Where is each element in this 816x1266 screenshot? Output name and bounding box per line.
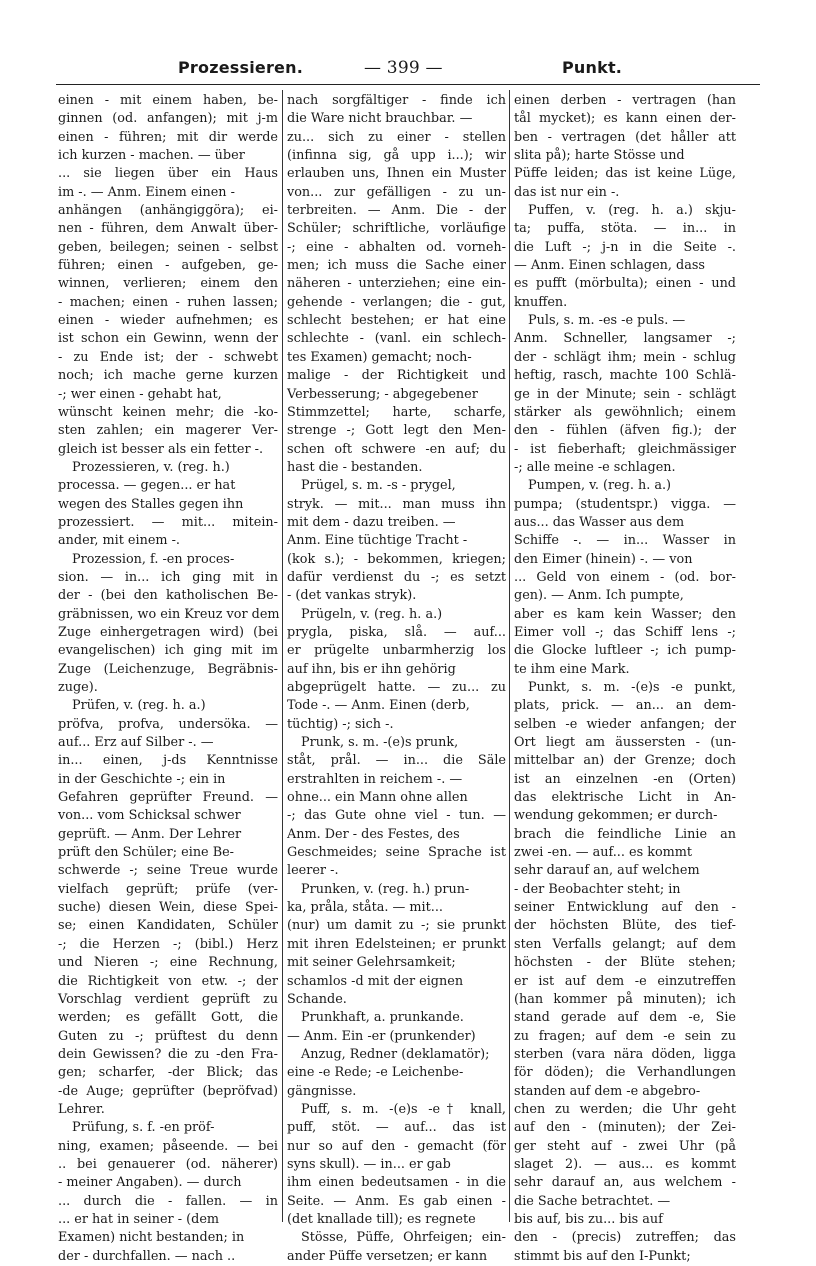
text-line: .. bei genauerer (od. näherer) bbox=[58, 1156, 278, 1172]
text-line: heftig, rasch, machte 100 Schlä- bbox=[514, 368, 736, 384]
text-line: zu fragen; auf dem -e sein zu bbox=[514, 1028, 736, 1044]
text-line: geben, beilegen; seinen - selbst bbox=[58, 239, 278, 255]
text-line: der höchsten Blüte, des tief- bbox=[514, 918, 736, 934]
text-line: schwerde -; seine Treue wurde bbox=[58, 863, 278, 879]
text-line: sten zahlen; ein magerer Ver- bbox=[58, 423, 278, 439]
text-line: Seite. — Anm. Es gab einen - bbox=[287, 1193, 506, 1209]
text-line: ge in der Minute; sein - schlägt bbox=[514, 386, 736, 402]
text-line: die Richtigkeit von etw. -; der bbox=[58, 973, 278, 989]
text-line: -; eine - abhalten od. vorneh- bbox=[287, 239, 506, 255]
text-line: evangelischen) ich ging mit im bbox=[58, 643, 278, 659]
text-line: ich kurzen - machen. — über bbox=[58, 148, 245, 164]
text-line: mit seiner Gelehrsamkeit; bbox=[287, 955, 456, 971]
text-line: prüft den Schüler; eine Be- bbox=[58, 845, 235, 861]
text-line: Prozession, f. -en proces- bbox=[72, 551, 235, 567]
text-line: vielfach geprüft; prüfe (ver- bbox=[58, 881, 278, 897]
text-line: es pufft (mörbulta); einen - und bbox=[514, 276, 736, 292]
text-line: - zu Ende ist; der - schwebt bbox=[58, 349, 278, 365]
text-line: der - (bei den katholischen Be- bbox=[58, 588, 278, 604]
text-line: pumpa; (studentspr.) vigga. — bbox=[514, 496, 736, 512]
text-line: -; die Herzen -; (bibl.) Herz bbox=[58, 936, 278, 952]
header-rule bbox=[56, 84, 760, 85]
text-line: standen auf dem -e abgebro- bbox=[514, 1083, 701, 1099]
text-line: tüchtig) -; sich -. bbox=[287, 716, 394, 732]
text-line: wünscht keinen mehr; die -ko- bbox=[58, 404, 278, 420]
text-line: -de Auge; geprüfter (bepröfvad) bbox=[58, 1083, 278, 1099]
text-line: - ist fieberhaft; gleichmässiger bbox=[514, 441, 736, 457]
text-line: Zuge einhergetragen wird) (bei bbox=[58, 624, 278, 640]
text-line: mit dem - dazu treiben. — bbox=[287, 514, 456, 530]
text-line: ihm einen bedeutsamen - in die bbox=[287, 1175, 506, 1191]
text-line: stimmt bis auf den I-Punkt; bbox=[514, 1248, 691, 1264]
header-right-word: Punkt. bbox=[562, 58, 623, 77]
text-line: schen oft schwere -en auf; du bbox=[287, 441, 506, 457]
text-line: werden; es gefällt Gott, die bbox=[58, 1010, 278, 1026]
column-3 bbox=[514, 92, 736, 1264]
text-line: Ort liegt am äussersten - (un- bbox=[514, 735, 736, 751]
text-line: Guten zu -; prüftest du denn bbox=[58, 1028, 278, 1044]
text-line: das elektrische Licht in An- bbox=[514, 790, 736, 806]
text-line: gen). — Anm. Ich pumpte, bbox=[514, 588, 684, 604]
text-line: -; das Gute ohne viel - tun. — bbox=[287, 808, 506, 824]
text-line: Examen) nicht bestanden; in bbox=[58, 1230, 245, 1246]
text-line: Püffe leiden; das ist keine Lüge, bbox=[514, 166, 736, 182]
text-line: — Anm. Ein -er (prunkender) bbox=[287, 1028, 476, 1044]
text-line: gleich ist besser als ein fetter -. bbox=[58, 441, 264, 457]
text-line: geprüft. — Anm. Der Lehrer bbox=[58, 826, 242, 842]
text-line: Prunkhaft, a. prunkande. bbox=[301, 1010, 464, 1026]
column-2 bbox=[287, 92, 506, 1264]
text-line: Puls, s. m. -es -e puls. — bbox=[528, 313, 686, 329]
text-line: ander Püffe versetzen; er kann bbox=[287, 1248, 488, 1264]
text-line: abgeprügelt hatte. — zu... zu bbox=[287, 680, 506, 695]
text-line: Prügel, s. m. -s - prygel, bbox=[301, 478, 456, 494]
text-line: erstrahlten in reichem -. — bbox=[287, 771, 463, 787]
text-line: (det knallade till); es regnete bbox=[287, 1211, 476, 1227]
text-line: die Ware nicht brauchbar. — bbox=[287, 111, 473, 127]
column-divider-2 bbox=[509, 90, 510, 1222]
text-line: ohne... ein Mann ohne allen bbox=[287, 790, 468, 806]
text-line: Lehrer. bbox=[58, 1101, 105, 1117]
text-line: puff, stöt. — auf... das ist bbox=[287, 1120, 506, 1136]
text-line: die Luft -; j-n in die Seite -. bbox=[514, 239, 736, 255]
text-line: -; alle meine -e schlagen. bbox=[514, 459, 676, 475]
text-line: die Glocke luftleer -; ich pump- bbox=[514, 643, 736, 659]
text-line: gehende - verlangen; die - gut, bbox=[287, 294, 506, 310]
text-line: ta; puffa, stöta. — in... in bbox=[514, 221, 736, 237]
text-line: schlecht bestehen; er hat eine bbox=[287, 313, 506, 329]
text-line: leerer -. bbox=[287, 863, 339, 879]
text-line: plats, prick. — an... an dem- bbox=[514, 698, 736, 714]
text-line: gängnisse. bbox=[287, 1083, 357, 1099]
text-line: anhängen (anhängiggöra); ei- bbox=[58, 203, 278, 219]
text-line: nach sorgfältiger - finde ich bbox=[287, 93, 506, 108]
text-line: Geschmeides; seine Sprache ist bbox=[287, 845, 506, 861]
text-line: Vorschlag verdient geprüft zu bbox=[58, 991, 278, 1007]
text-line: Schande. bbox=[287, 991, 347, 1007]
text-line: einen derben - vertragen (han bbox=[514, 93, 736, 108]
text-line: die Sache betrachtet. — bbox=[514, 1193, 671, 1209]
text-line: syns skull). — in... er gab bbox=[287, 1156, 451, 1172]
text-line: (han kommer på minuten); ich bbox=[514, 991, 736, 1007]
text-line: ... er hat in seiner - (dem bbox=[58, 1211, 220, 1227]
text-line: slaget 2). — aus... es kommt bbox=[514, 1156, 736, 1172]
text-line: Zuge (Leichenzuge, Begräbnis- bbox=[58, 661, 278, 677]
text-line: gen; scharfer, -der Blick; das bbox=[58, 1065, 278, 1081]
page-number: — 399 — bbox=[364, 58, 443, 78]
text-line: mit ihren Edelsteinen; er prunkt bbox=[287, 936, 506, 952]
text-line: eine -e Rede; -e Leichenbe- bbox=[287, 1065, 464, 1081]
text-line: erlauben uns, Ihnen ein Muster bbox=[287, 166, 506, 182]
text-line: sten Verfalls gelangt; auf dem bbox=[514, 936, 736, 952]
page-header bbox=[58, 54, 758, 84]
text-line: ning, examen; påseende. — bei bbox=[58, 1138, 278, 1154]
text-line: noch; ich mache gerne kurzen bbox=[58, 368, 278, 384]
text-line: mittelbar an) der Grenze; doch bbox=[514, 753, 736, 769]
text-line: hast die - bestanden. bbox=[287, 459, 423, 475]
text-line: führen; einen - aufgeben, ge- bbox=[58, 258, 278, 274]
text-line: ståt, prål. — in... die Säle bbox=[287, 753, 506, 769]
text-line: bis auf, bis zu... bis auf bbox=[514, 1211, 663, 1227]
text-line: terbreiten. — Anm. Die - der bbox=[287, 203, 506, 219]
text-line: ... sie liegen über ein Haus bbox=[58, 166, 278, 182]
text-line: processa. — gegen... er hat bbox=[58, 478, 236, 494]
text-line: gräbnissen, wo ein Kreuz vor dem bbox=[58, 606, 280, 622]
text-line: Schüler; schriftliche, vorläufige bbox=[287, 221, 506, 237]
text-line: brach die feindliche Linie an bbox=[514, 826, 736, 842]
text-line: Anm. Der - des Festes, des bbox=[287, 826, 460, 842]
text-line: ander, mit einem -. bbox=[58, 533, 180, 549]
text-line: einen - wieder aufnehmen; es bbox=[58, 313, 278, 329]
text-line: den - (precis) zutreffen; das bbox=[514, 1230, 736, 1246]
text-line: sterben (vara nära döden, ligga bbox=[514, 1046, 736, 1062]
text-line: pröfva, profva, undersöka. — bbox=[58, 716, 278, 732]
text-line: zuge). bbox=[58, 680, 98, 695]
text-line: prozessiert. — mit... mitein- bbox=[58, 514, 278, 530]
text-line: sehr darauf an, auf welchem bbox=[514, 863, 700, 879]
text-line: se; einen Kandidaten, Schüler bbox=[58, 918, 278, 934]
text-line: Stimmzettel; harte, scharfe, bbox=[287, 404, 506, 420]
text-line: - der Beobachter steht; in bbox=[514, 881, 681, 897]
text-line: winnen, verlieren; einem den bbox=[58, 276, 278, 292]
text-line: - (det vankas stryk). bbox=[287, 588, 417, 604]
text-line: ka, pråla, ståta. — mit... bbox=[287, 900, 443, 916]
text-line: in der Geschichte -; ein in bbox=[58, 771, 226, 787]
text-line: er prügelte unbarmherzig los bbox=[287, 643, 506, 659]
text-line: aber es kam kein Wasser; den bbox=[514, 606, 736, 622]
text-line: knuffen. bbox=[514, 294, 568, 310]
text-line: auf... Erz auf Silber -. — bbox=[58, 735, 214, 751]
text-line: Prüfen, v. (reg. h. a.) bbox=[72, 698, 206, 714]
text-line: von... vom Schicksal schwer bbox=[58, 808, 241, 824]
text-line: Prügeln, v. (reg. h. a.) bbox=[301, 606, 443, 622]
text-line: zu... sich zu einer - stellen bbox=[287, 129, 506, 145]
text-line: nur so auf den - gemacht (för bbox=[287, 1138, 506, 1154]
text-line: Eimer voll -; das Schiff lens -; bbox=[514, 624, 736, 640]
text-line: Prüfung, s. f. -en pröf- bbox=[72, 1120, 215, 1136]
text-line: einen - mit einem haben, be- bbox=[58, 93, 278, 108]
text-line: und Nieren -; eine Rechnung, bbox=[58, 955, 278, 971]
text-line: dafür verdienst du -; es setzt bbox=[287, 569, 506, 585]
text-line: Gefahren geprüfter Freund. — bbox=[58, 790, 278, 806]
text-line: prygla, piska, slå. — auf... bbox=[287, 624, 506, 640]
text-line: höchsten - der Blüte stehen; bbox=[514, 955, 736, 971]
text-line: Punkt, s. m. -(e)s -e punkt, bbox=[528, 680, 736, 695]
text-line: dein Gewissen? die zu -den Fra- bbox=[58, 1046, 278, 1062]
text-line: - meiner Angaben). — durch bbox=[58, 1175, 242, 1191]
text-line: Anzug, Redner (deklamatör); bbox=[301, 1046, 490, 1062]
text-line: tål mycket); es kann einen der- bbox=[514, 111, 736, 127]
text-line: Puffen, v. (reg. h. a.) skju- bbox=[528, 203, 736, 219]
text-line: (nur) um damit zu -; sie prunkt bbox=[287, 918, 506, 934]
text-line: slita på); harte Stösse und bbox=[514, 148, 685, 164]
text-line: Puff, s. m. -(e)s -e† knall, bbox=[301, 1101, 506, 1117]
text-line: strenge -; Gott legt den Men- bbox=[287, 423, 506, 439]
column-divider-1 bbox=[282, 90, 283, 1222]
text-line: chen zu werden; die Uhr geht bbox=[514, 1101, 736, 1117]
text-line: aus... das Wasser aus dem bbox=[514, 514, 685, 530]
text-line: (infinna sig, gå upp i...); wir bbox=[287, 148, 506, 164]
text-line: ist schon ein Gewinn, wenn der bbox=[58, 331, 278, 347]
text-line: der - schlägt ihm; mein - schlug bbox=[514, 349, 736, 365]
text-line: Tode -. — Anm. Einen (derb, bbox=[287, 698, 470, 714]
text-line: einen - führen; mit dir werde bbox=[58, 129, 278, 145]
text-line: im -. — Anm. Einem einen - bbox=[58, 184, 235, 200]
text-line: ginnen (od. anfangen); mit j-m bbox=[58, 111, 278, 127]
text-line: er ist auf dem -e einzutreffen bbox=[514, 973, 736, 989]
text-line: seiner Entwicklung auf den - bbox=[514, 900, 736, 916]
text-line: malige - der Richtigkeit und bbox=[287, 368, 506, 384]
text-line: den Eimer (hinein) -. — von bbox=[514, 551, 693, 567]
text-line: schlechte - (vanl. ein schlech- bbox=[287, 331, 506, 347]
text-line: wendung gekommen; er durch- bbox=[514, 808, 718, 824]
text-line: sion. — in... ich ging mit in bbox=[58, 569, 278, 585]
text-line: näheren - unterziehen; eine ein- bbox=[287, 276, 506, 292]
text-line: den - fühlen (äfven fig.); der bbox=[514, 423, 736, 439]
text-line: in... einen, j-ds Kenntnisse bbox=[58, 753, 278, 769]
text-line: selben -e wieder anfangen; der bbox=[514, 716, 736, 732]
text-line: ben - vertragen (det håller att bbox=[514, 129, 736, 145]
text-line: tes Examen) gemacht; noch- bbox=[287, 349, 472, 365]
text-line: auf ihn, bis er ihn gehörig bbox=[287, 661, 456, 677]
text-line: Verbesserung; - abgegebener bbox=[287, 386, 478, 402]
text-line: Prozessieren, v. (reg. h.) bbox=[72, 459, 230, 475]
text-line: ger steht auf - zwei Uhr (på bbox=[514, 1138, 736, 1154]
header-left-word: Prozessieren. bbox=[178, 58, 303, 77]
text-line: för döden); die Verhandlungen bbox=[514, 1065, 736, 1081]
text-line: nen - führen, dem Anwalt über- bbox=[58, 221, 278, 237]
text-line: zwei -en. — auf... es kommt bbox=[514, 845, 693, 861]
text-line: — Anm. Einen schlagen, dass bbox=[514, 258, 705, 274]
text-line: schamlos -d mit der eignen bbox=[287, 973, 464, 989]
text-line: wegen des Stalles gegen ihn bbox=[58, 496, 244, 512]
text-line: Anm. Eine tüchtige Tracht - bbox=[287, 533, 468, 549]
column-1 bbox=[58, 92, 280, 1264]
text-line: ist an einzelnen -en (Orten) bbox=[514, 771, 736, 787]
text-line: Pumpen, v. (reg. h. a.) bbox=[528, 478, 672, 494]
text-line: ... durch die - fallen. — in bbox=[58, 1193, 278, 1209]
text-line: -; wer einen - gehabt hat, bbox=[58, 386, 222, 402]
text-line: stand gerade auf dem -e, Sie bbox=[514, 1010, 736, 1026]
text-line: Prunk, s. m. -(e)s prunk, bbox=[301, 735, 459, 751]
text-line: - machen; einen - ruhen lassen; bbox=[58, 294, 278, 310]
text-line: stärker als gewöhnlich; einem bbox=[514, 404, 736, 420]
text-line: Prunken, v. (reg. h.) prun- bbox=[301, 881, 470, 897]
text-line: men; ich muss die Sache einer bbox=[287, 258, 506, 274]
text-line: suche) diesen Wein, diese Spei- bbox=[58, 900, 278, 916]
text-line: stryk. — mit... man muss ihn bbox=[287, 496, 506, 512]
text-line: von... zur gefälligen - zu un- bbox=[287, 184, 506, 200]
text-line: Schiffe -. — in... Wasser in bbox=[514, 533, 736, 549]
text-line: (kok s.); - bekommen, kriegen; bbox=[287, 551, 506, 567]
text-line: der - durchfallen. — nach .. bbox=[58, 1248, 236, 1264]
text-line: auf den - (minuten); der Zei- bbox=[514, 1120, 736, 1136]
text-line: ... Geld von einem - (od. bor- bbox=[514, 569, 736, 585]
text-line: sehr darauf an, aus welchem - bbox=[514, 1175, 736, 1191]
text-line: Anm. Schneller, langsamer -; bbox=[514, 331, 736, 347]
text-line: te ihm eine Mark. bbox=[514, 661, 630, 677]
text-line: das ist nur ein -. bbox=[514, 184, 620, 200]
text-line: Stösse, Püffe, Ohrfeigen; ein- bbox=[301, 1230, 506, 1246]
